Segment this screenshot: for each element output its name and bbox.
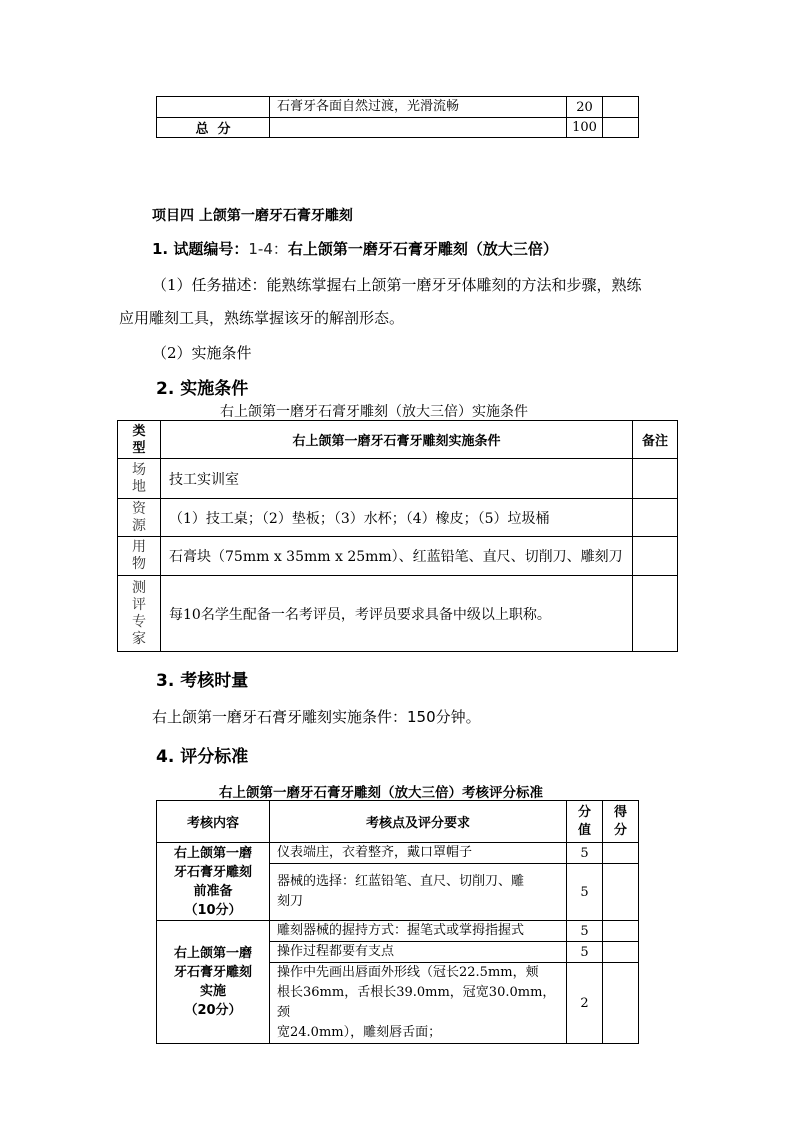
conditions-table — [117, 420, 678, 652]
table-header-row — [157, 801, 639, 843]
header-notes: 备注 — [633, 421, 678, 459]
table-row — [157, 97, 639, 118]
section4-caption: 右上颌第一磨牙石膏牙雕刻（放大三倍）考核评分标准 — [219, 785, 543, 801]
header-score: 得分 — [603, 801, 639, 843]
section3-text — [152, 706, 481, 727]
row-type: 用物 — [118, 537, 161, 576]
point-text: 雕刻器械的握持方式：握笔式或掌拇指握式 — [270, 921, 567, 942]
table-row — [157, 843, 639, 864]
implementation-label: （2）实施条件 — [152, 344, 252, 362]
point-value: 5 — [567, 921, 603, 942]
top-score-table — [156, 96, 639, 138]
row-text: （1）技工桌；（2）垫板；（3）水杯；（4）橡皮；（5）垃圾桶 — [161, 499, 633, 537]
point-value: 5 — [567, 843, 603, 864]
score-value: 20 — [567, 97, 603, 118]
point-value: 5 — [567, 864, 603, 921]
duration-label: 右上颌第一磨牙石膏牙雕刻实施条件： — [152, 708, 408, 726]
row-text: 石膏块（75mm x 35mm x 25mm）、红蓝铅笔、直尺、切削刀、雕刻刀 — [161, 537, 633, 576]
header-content: 考核内容 — [157, 801, 270, 843]
header-value: 分值 — [567, 801, 603, 843]
item1-code: 1-4： — [248, 240, 288, 258]
section3-heading: 3. 考核时量 — [156, 671, 249, 691]
task-description-line1: （1）任务描述：能熟练掌握右上颌第一磨牙牙体雕刻的方法和步骤，熟练 — [152, 276, 642, 294]
total-score: 100 — [567, 118, 603, 138]
row-type: 场地 — [118, 459, 161, 499]
row-text: 技工实训室 — [161, 459, 633, 499]
header-points: 考核点及评分要求 — [270, 801, 567, 843]
category-prep: 右上颌第一磨 牙石膏牙雕刻 前准备 （10分） — [157, 843, 270, 921]
header-conditions: 右上颌第一磨牙石膏牙雕刻实施条件 — [161, 421, 633, 459]
total-label: 总 分 — [157, 118, 270, 138]
point-value: 2 — [567, 963, 603, 1044]
point-text: 器械的选择：红蓝铅笔、直尺、切削刀、雕 刻刀 — [270, 864, 567, 921]
table-row — [118, 576, 678, 652]
point-text: 操作中先画出唇面外形线（冠长22.5mm，颊 根长36mm，舌根长39.0mm，冠宽30.0mm，颈 宽24.0mm），雕刻唇舌面； — [270, 963, 567, 1044]
section2-heading: 2. 实施条件 — [156, 379, 249, 399]
table-header-row — [118, 421, 678, 459]
total-row — [157, 118, 639, 138]
item1-line — [152, 238, 558, 259]
table-row — [157, 921, 639, 942]
header-type: 类型 — [118, 421, 161, 459]
table-row — [118, 459, 678, 499]
table-row — [118, 499, 678, 537]
point-text: 操作过程都要有支点 — [270, 942, 567, 963]
scoring-table — [156, 800, 639, 1044]
row-type: 测评专家 — [118, 576, 161, 652]
point-text: 仪表端庄，衣着整齐，戴口罩帽子 — [270, 843, 567, 864]
category-implementation: 右上颌第一磨 牙石膏牙雕刻 实施 （20分） — [157, 921, 270, 1044]
section4-heading: 4. 评分标准 — [156, 747, 249, 767]
project-title: 项目四 上颌第一磨牙石膏牙雕刻 — [152, 208, 353, 224]
section2-caption: 右上颌第一磨牙石膏牙雕刻（放大三倍）实施条件 — [220, 404, 528, 420]
row-type: 资源 — [118, 499, 161, 537]
row-text: 每10名学生配备一名考评员，考评员要求具备中级以上职称。 — [161, 576, 633, 652]
duration-value: 150分钟。 — [407, 708, 481, 726]
table-row — [118, 537, 678, 576]
item1-prefix: 1. 试题编号： — [152, 240, 249, 258]
point-value: 5 — [567, 942, 603, 963]
task-description-line2: 应用雕刻工具，熟练掌握该牙的解剖形态。 — [119, 309, 405, 327]
item1-name: 右上颌第一磨牙石膏牙雕刻（放大三倍） — [287, 240, 558, 258]
criterion-cell: 石膏牙各面自然过渡，光滑流畅 — [270, 97, 567, 118]
